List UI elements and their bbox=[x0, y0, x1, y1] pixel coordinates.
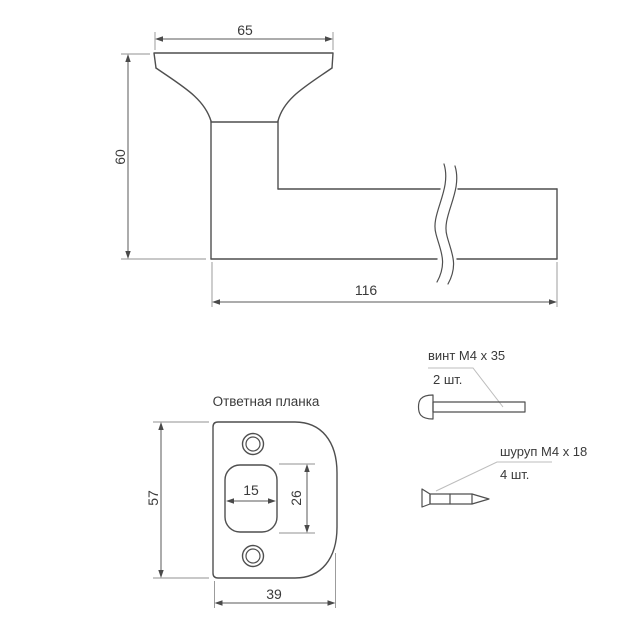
wood-screw-quantity: 4 шт. bbox=[500, 467, 530, 482]
dim-label-39: 39 bbox=[266, 586, 282, 602]
dim-label-57: 57 bbox=[145, 490, 161, 506]
strike-plate-title: Ответная планка bbox=[212, 394, 320, 409]
machine-screw-label: винт M4 x 35 bbox=[428, 348, 506, 363]
dim-label-65: 65 bbox=[237, 22, 253, 38]
wood-screw-label: шуруп M4 x 18 bbox=[500, 444, 588, 459]
machine-screw-quantity: 2 шт. bbox=[433, 372, 463, 387]
dim-label-60: 60 bbox=[112, 149, 128, 165]
dim-label-15: 15 bbox=[243, 482, 259, 498]
dim-label-26: 26 bbox=[288, 490, 304, 506]
dim-label-116: 116 bbox=[354, 282, 378, 298]
